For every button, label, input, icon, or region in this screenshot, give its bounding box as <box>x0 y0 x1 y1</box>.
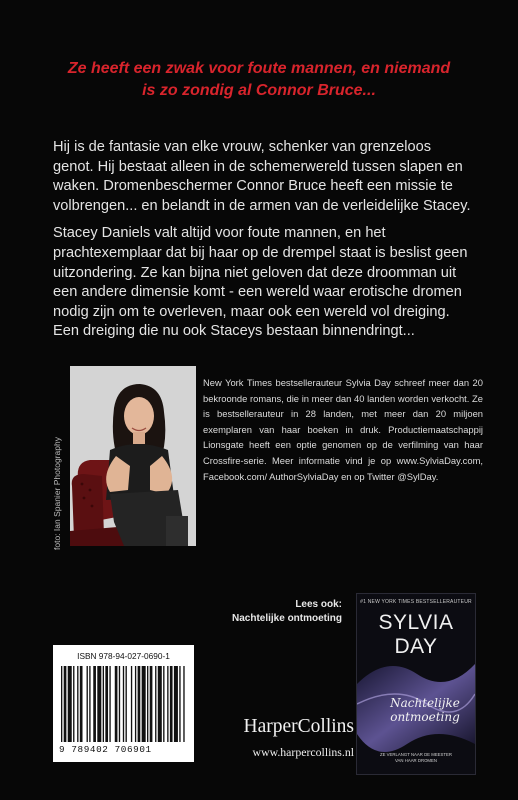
book-cover-title-line-2: ontmoeting <box>390 710 460 724</box>
book-cover-thumbnail <box>356 593 476 775</box>
see-also-label-text: Lees ook: <box>295 599 342 610</box>
barcode-digits: 9 789402 706901 <box>59 744 152 755</box>
book-cover-bestseller-line: #1 NEW YORK TIMES BESTSELLERAUTEUR <box>360 599 472 605</box>
author-photo-illustration <box>70 366 196 546</box>
book-cover-blurb-line-2: VAN HAAR DROMEN <box>395 758 437 763</box>
barcode-icon <box>61 666 186 742</box>
photo-credit: foto: Ian Spanier Photography <box>52 437 62 550</box>
book-cover-blurb <box>357 752 475 764</box>
tagline-line-2: is zo zondig al Connor Bruce... <box>142 82 376 99</box>
blurb-paragraph-2: Stacey Daniels valt altijd voor foute mannen, en het prachtexemplaar dat bij haar op de drempel staat is beslist geen uitzondering. Ze kan bijna niet geloven dat deze droomman uit een andere dimensie komt - een wereld waar erotische dromen nodig zijn om te overleven, maar ook een wereld vol dreiging. Een dreiging die nu ook Staceys bestaan binnendringt... <box>53 225 468 340</box>
book-cover-author: SYLVIA DAY <box>378 611 454 658</box>
see-also-title: Nachtelijke ontmoeting <box>231 613 342 624</box>
blurb-paragraph-1: Hij is de fantasie van elke vrouw, schenker van grenzeloos genot. Hij bestaat alleen in de schemerwereld tussen slapen en waken. Dromenbeschermer Connor Bruce heeft een missie te volbrengen... en belandt in de armen van de verleidelijke Stacey. <box>53 139 471 214</box>
author-photo <box>70 366 196 546</box>
publisher-website: www.harpercollins.nl <box>252 745 354 759</box>
book-cover-title <box>385 696 465 724</box>
blurb-text <box>53 138 473 350</box>
tagline <box>20 58 498 102</box>
isbn-number: ISBN 978-94-027-0690-1 <box>77 651 170 661</box>
see-also-label <box>280 596 342 613</box>
book-cover-title-line-1: Nachtelijke <box>390 696 460 710</box>
author-bio: New York Times bestsellerauteur Sylvia Day schreef meer dan 20 bekroonde romans, die in meer dan 40 landen worden verkocht. Ze is bestsellerauteur in 28 landen, met meer dan 20 miljoen exemplaren van haar boeken in druk. Productiemaatschappij Lionsgate heeft een optie genomen op de verfilming van haar Crossfire-serie. Meer informatie vind je op www.SylviaDay.com, Facebook.com/ AuthorSylviaDay en op Twitter @SylDay. <box>203 377 483 482</box>
publisher-logo: HarperCollins <box>243 716 354 737</box>
tagline-line-1: Ze heeft een zwak voor foute mannen, en niemand <box>67 60 451 77</box>
book-cover-blurb-line-1: ZE VERLANGT NAAR DE MEESTER <box>379 752 453 757</box>
barcode-box <box>53 645 194 762</box>
